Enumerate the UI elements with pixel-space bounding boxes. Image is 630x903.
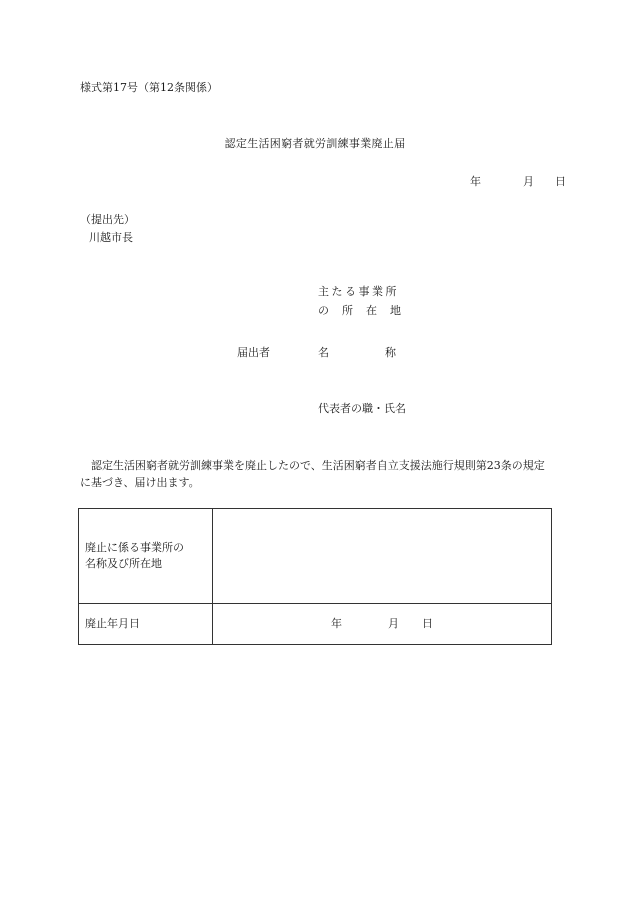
representative-label: 代表者の職・氏名 bbox=[318, 402, 406, 415]
document-title: 認定生活困窮者就労訓練事業廃止届 bbox=[224, 137, 406, 150]
body-text: 認定生活困窮者就労訓練事業を廃止したので、生活困窮者自立支援法施行規則第23条の規定に基づき、届け出ます。 bbox=[80, 459, 545, 489]
date-day-label: 日 bbox=[555, 175, 566, 188]
name-label: 名 称 bbox=[318, 346, 396, 359]
date-year-label: 年 bbox=[470, 175, 481, 188]
office-location-label-line1: 主たる事業所 bbox=[318, 285, 399, 298]
office-name-location-field[interactable] bbox=[213, 509, 552, 604]
form-table bbox=[78, 508, 552, 645]
table-row bbox=[79, 604, 552, 645]
table-row bbox=[79, 509, 552, 604]
office-name-location-label: 廃止に係る事業所の 名称及び所在地 bbox=[79, 509, 213, 604]
notifier-label: 届出者 bbox=[237, 346, 270, 359]
recipient-name: 川越市長 bbox=[89, 231, 133, 244]
abolition-date-label: 廃止年月日 bbox=[79, 604, 213, 645]
abolition-date-field[interactable]: 年 月 日 bbox=[213, 604, 552, 645]
recipient-label: （提出先） bbox=[80, 213, 135, 226]
date-month-label: 月 bbox=[523, 175, 534, 188]
form-number: 様式第17号（第12条関係） bbox=[80, 81, 218, 94]
office-location-label-line2: の 所 在 地 bbox=[318, 304, 401, 317]
submission-date bbox=[470, 175, 566, 189]
